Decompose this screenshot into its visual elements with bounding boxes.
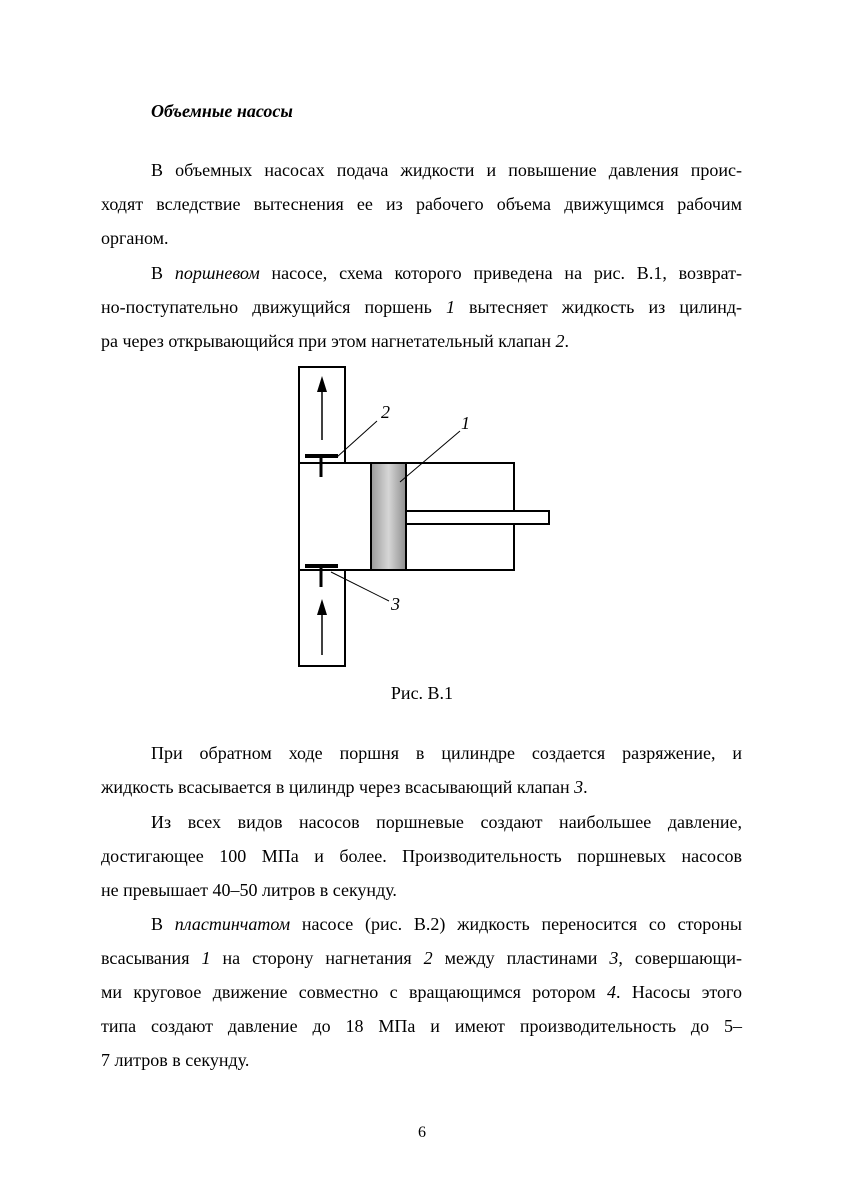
paragraph-1-line-2: ходят вследствие вытеснения ее из рабочего объема движущимся рабочим [101,194,742,214]
page-number: 6 [418,1124,426,1141]
paragraph-4-line-1: Из всех видов насосов поршневые создают наибольшее давление, [151,812,742,832]
term-piston: поршневом [174,263,260,283]
paragraph-5-line-4: типа создают давление до 18 МПа и имеют производительность до 5– [101,1016,742,1036]
paragraph-1-line-3: органом. [101,228,169,248]
paragraph-3-line-1: При обратном ходе поршня в цилиндре создается разряжение, и [151,743,742,763]
figure-caption: Рис. В.1 [390,683,454,703]
paragraph-5-line-3: ми круговое движение совместно с вращающимся ротором 4. Насосы этого [101,982,742,1002]
section-heading: Объемные насосы [151,101,293,121]
paragraph-5-line-1: В пластинчатом насосе (рис. В.2) жидкость переносится со стороны [151,914,742,934]
paragraph-3 [101,736,742,804]
paragraph-3-line-2: жидкость всасывается в цилиндр через всасывающий клапан 3. [101,777,588,797]
piston-rod [406,511,549,524]
paragraph-2-line-1: В поршневом насосе, схема которого приведена на рис. В.1, возврат- [151,263,742,283]
label-suction-valve: 3 [391,594,400,614]
term-vane: пластинчатом [174,914,291,934]
paragraph-5-line-2: всасывания 1 на сторону нагнетания 2 между пластинами 3, совершающи- [101,948,743,968]
paragraph-4-line-3: не превышает 40–50 литров в секунду. [101,880,397,900]
paragraph-4-line-2: достигающее 100 МПа и более. Производительность поршневых насосов [101,846,742,866]
label-piston: 1 [461,413,470,433]
piston [371,463,406,570]
paragraph-1 [101,153,742,255]
label-discharge-valve: 2 [381,402,390,422]
paragraph-2-line-2: но-поступательно движущийся поршень 1 вытесняет жидкость из цилинд- [101,297,742,317]
ref-3: 3 [574,777,584,797]
piston-pump-diagram [290,360,560,672]
paragraph-5 [101,907,742,1077]
paragraph-5-line-5: 7 литров в секунду. [101,1050,250,1070]
paragraph-2 [101,256,742,358]
ref-1: 1 [445,297,455,317]
paragraph-2-line-3: ра через открывающийся при этом нагнетательный клапан 2. [101,331,569,351]
paragraph-1-line-1: В объемных насосах подача жидкости и повышение давления проис- [151,160,742,180]
paragraph-4 [101,805,742,907]
ref-2: 2 [555,331,565,351]
